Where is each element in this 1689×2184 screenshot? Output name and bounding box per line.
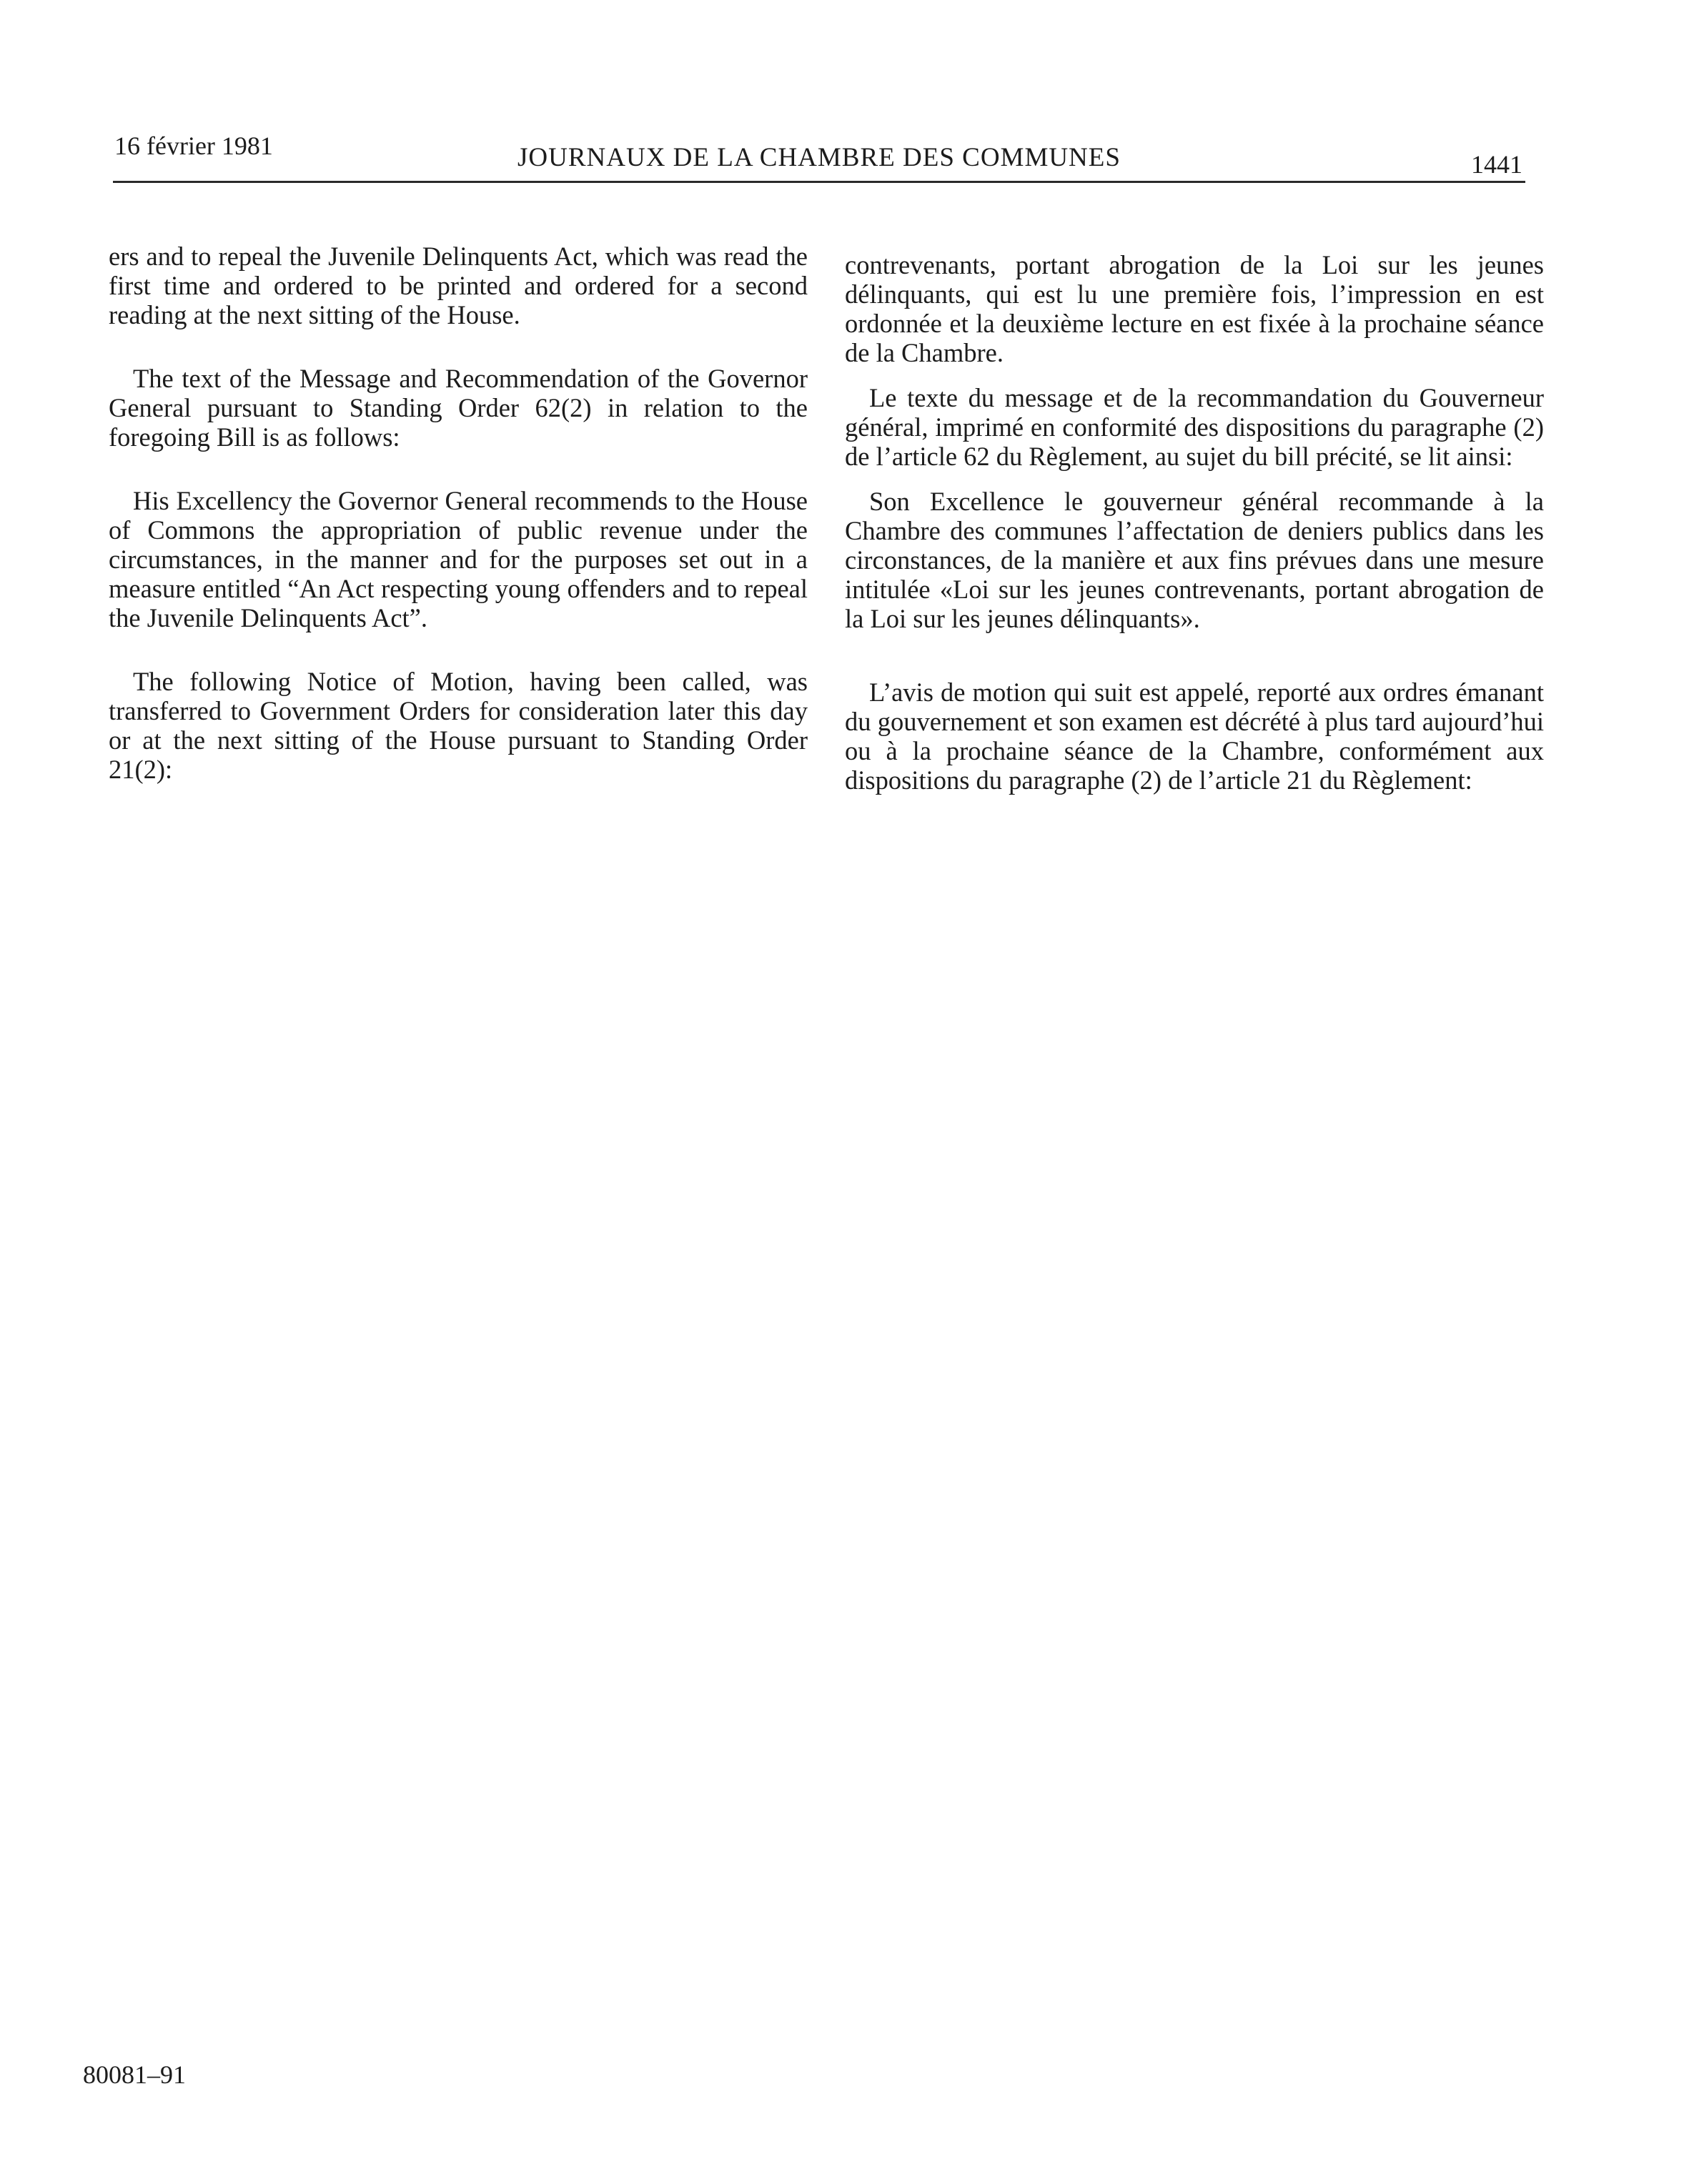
english-column [109,242,808,784]
page-header [113,125,1525,183]
french-paragraph-continuation: contrevenants, portant abrogation de la Loi sur les jeunes délinquants, qui est lu une première fois, l’impression en est ordonnée et la deuxième lecture en est fixée à la prochaine séance de la Chambre. [845,250,1544,367]
english-paragraph-notice-of-motion: The following Notice of Motion, having been called, was transferred to Government Orders for consideration later this day or at the next sitting of the House pursuant to Standing Order 21(2): [109,667,808,784]
page-number: 1441 [1471,150,1522,179]
english-paragraph-recommendation: His Excellency the Governor General recommends to the House of Commons the appropriation of public revenue under the circumstances, in the manner and for the purposes set out in a measure entitled “An Act respecting young offenders and to repeal the Juvenile Delinquents Act”. [109,486,808,632]
french-paragraph-notice-of-motion: L’avis de motion qui suit est appelé, reporté aux ordres émanant du gouvernement et son examen est décrété à plus tard aujourd’hui ou à la prochaine séance de la Chambre, conformément aux dispositions du paragraphe (2) de l’article 21 du Règlement: [845,677,1544,795]
english-paragraph-continuation: ers and to repeal the Juvenile Delinquents Act, which was read the first time and ordered to be printed and ordered for a second reading at the next sitting of the House. [109,242,808,329]
french-paragraph-message-intro: Le texte du message et de la recommandation du Gouverneur général, imprimé en conformité des dispositions du paragraphe (2) de l’article 62 du Règlement, au sujet du bill précité, se lit ainsi: [845,383,1544,471]
header-date: 16 février 1981 [114,131,273,160]
journal-title: JOURNAUX DE LA CHAMBRE DES COMMUNES [517,143,1121,172]
french-paragraph-recommendation: Son Excellence le gouverneur général recommande à la Chambre des communes l’affectation de deniers publics dans les circonstances, de la manière et aux fins prévues dans une mesure intitulée «Loi sur les jeunes contrevenants, portant abrogation de la Loi sur les jeunes délinquants». [845,487,1544,633]
english-paragraph-message-intro: The text of the Message and Recommendation of the Governor General pursuant to Standing Order 62(2) in relation to the foregoing Bill is as follows: [109,364,808,452]
french-column [845,250,1544,795]
print-code: 80081–91 [83,2060,186,2089]
